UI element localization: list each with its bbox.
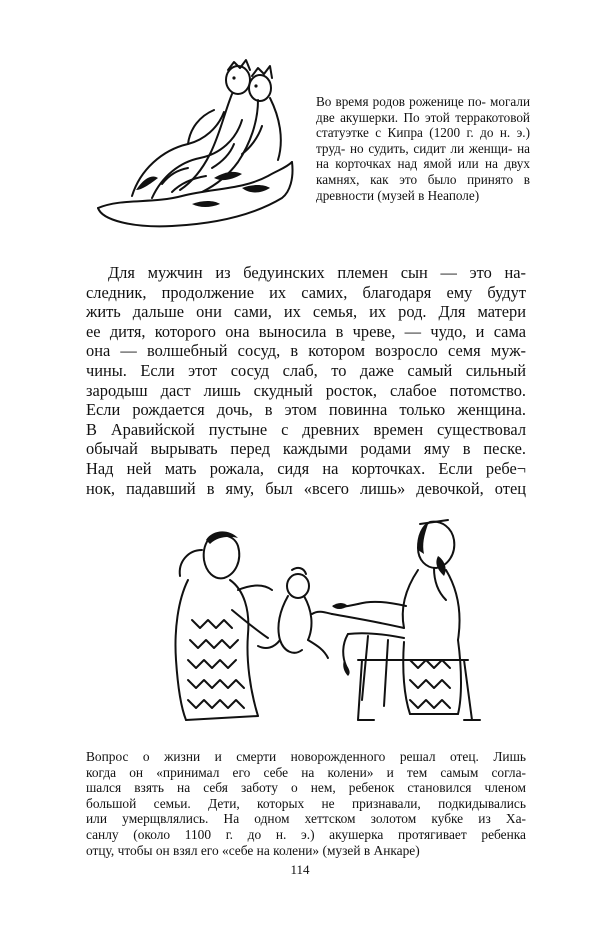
page-number: 114	[290, 862, 310, 877]
body-line: В Аравийской пустыне с древних времен существовал	[86, 419, 526, 439]
body-line: чины. Если этот сосуд слаб, то даже самый сильный	[86, 360, 526, 380]
bottom-caption-line: когда он «принимал его себе на колени» и тем самым согла-	[86, 764, 526, 780]
bottom-caption-line: Вопрос о жизни и смерти новорожденного решал отец. Лишь	[86, 749, 526, 764]
body-line: зародыш даст лишь скудный росток, слабое потомство.	[86, 380, 526, 400]
hittite-cup-scene-illustration	[148, 510, 488, 732]
top-caption-line: могали две акушерки. По этой	[316, 94, 531, 125]
body-line: она — волшебный сосуд, в котором возросло семя муж-	[86, 341, 526, 361]
top-figure-caption	[316, 94, 530, 203]
top-caption-line: на двух камнях, как это было	[316, 156, 530, 187]
bottom-caption-line: санлу (около 1100 г. до н. э.) акушерка протягивает ребенка	[86, 826, 526, 842]
top-caption-line: терракотовой статуэтке с	[316, 109, 530, 141]
top-caption-line: Во время родов роженице по-	[316, 94, 486, 109]
body-line: жить дальше они сами, их семья, их род. Для матери	[86, 302, 526, 322]
bottom-caption-line: отцу, чтобы он взял его «себе на колени» (музей в Анкаре)	[86, 842, 420, 858]
bottom-caption-line: шался взять на себя заботу о нем, ребенок становился членом	[86, 780, 526, 796]
body-line: следник, продолжение их самих, благодаря ему будут	[86, 282, 526, 302]
bottom-figure-caption	[86, 749, 526, 858]
body-line: Для мужчин из бедуинских племен сын — это на-	[108, 263, 526, 282]
top-caption-line: принято в древности (музей в	[316, 171, 530, 203]
bottom-caption-line: большой семьи. Дети, которых не признавали, подкидывались	[86, 795, 526, 811]
bottom-caption-line: или умерщвлялись. На одном хеттском золотом кубке из Ха-	[86, 811, 526, 827]
body-line: Над ней мать рожала, сидя на корточках. Если ребе¬	[86, 458, 526, 478]
top-caption-line: Кипра (1200 г. до н. э.) труд-	[316, 125, 530, 156]
body-line: ее дитя, которого она выносила в чреве, — чудо, и сама	[86, 321, 526, 341]
top-caption-line: на на корточках над ямой или	[316, 140, 531, 172]
body-line: нок, падавший в яму, был «всего лишь» девочкой, отец	[86, 478, 526, 498]
top-caption-line: но судить, сидит ли женщи-	[349, 140, 513, 156]
top-caption-line: Неаполе)	[427, 187, 480, 203]
body-paragraph	[86, 263, 526, 498]
body-line: Если рождается дочь, в этом повинна только женщина.	[86, 400, 526, 420]
terracotta-statuette-illustration	[92, 58, 298, 234]
body-line: обычай вырывать перед каждыми родами яму в песке.	[86, 439, 526, 459]
